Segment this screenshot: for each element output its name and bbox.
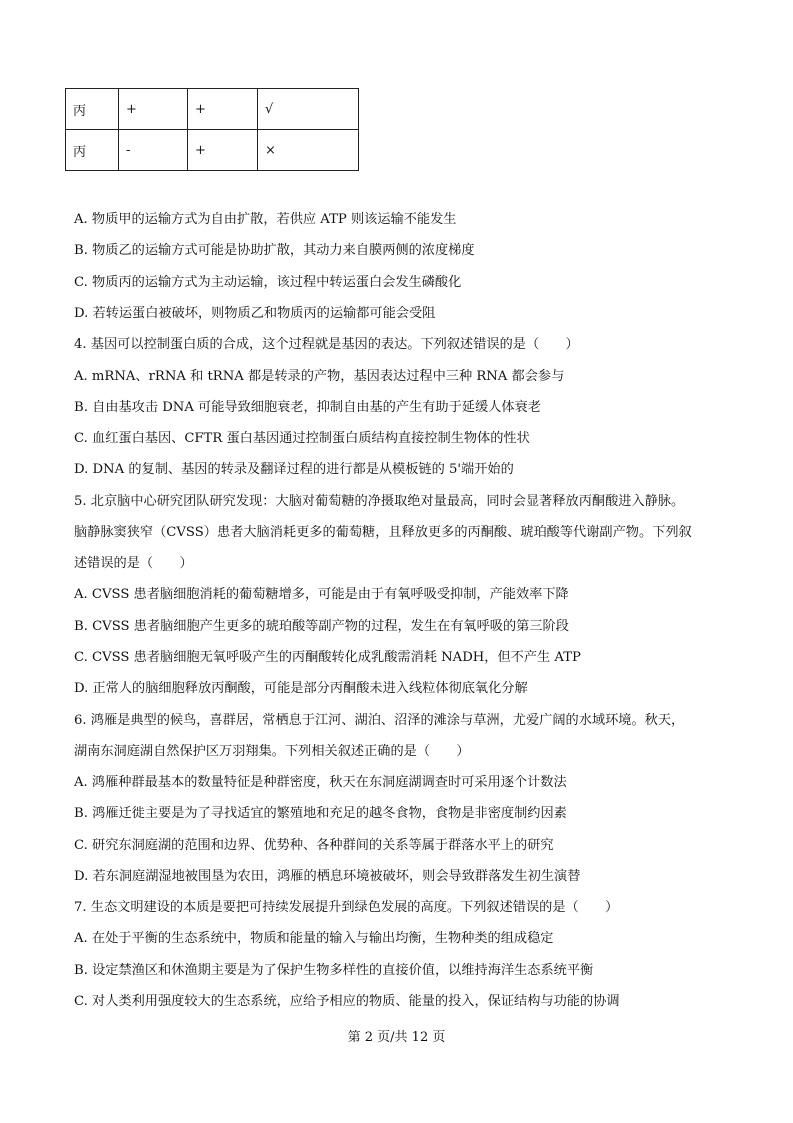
option-3c: C. 物质丙的运输方式为主动运输，该过程中转运蛋白会发生磷酸化 [74,275,462,290]
option-7c: C. 对人类利用强度较大的生态系统，应给予相应的物质、能量的投入，保证结构与功能的协调 [74,994,620,1009]
page-footer: 第 2 页/共 12 页 [347,1030,446,1045]
option-6a: A. 鸿雁种群最基本的数量特征是种群密度，秋天在东洞庭湖调查时可采用逐个计数法 [74,775,567,790]
question-7: 7. 生态文明建设的本质是要把可持续发展提升到绿色发展的高度。下列叙述错误的是（ ） [74,900,619,915]
table-row [66,130,359,171]
table-cell: 丙 [66,130,119,171]
option-5b: B. CVSS 患者脑细胞产生更多的琥珀酸等副产物的过程，发生在有氧呼吸的第三阶段 [74,619,569,634]
option-6c: C. 研究东洞庭湖的范围和边界、优势种、各种群间的关系等属于群落水平上的研究 [74,838,554,853]
option-4d: D. DNA 的复制、基因的转录及翻译过程的进行都是从模板链的 5'端开始的 [74,462,514,477]
table-row [66,89,359,130]
option-7b: B. 设定禁渔区和休渔期主要是为了保护生物多样性的直接价值，以维持海洋生态系统平衡 [74,963,594,978]
option-5a: A. CVSS 患者脑细胞消耗的葡萄糖增多，可能是由于有氧呼吸受抑制，产能效率下降 [74,587,569,602]
table-cell: + [188,89,258,130]
option-4c: C. 血红蛋白基因、CFTR 蛋白基因通过控制蛋白质结构直接控制生物体的性状 [74,431,530,446]
table-cell: 丙 [66,89,119,130]
option-6d: D. 若东洞庭湖湿地被围垦为农田，鸿雁的栖息环境被破坏，则会导致群落发生初生演替 [74,869,581,884]
question-4: 4. 基因可以控制蛋白质的合成，这个过程就是基因的表达。下列叙述错误的是（ ） [74,337,579,352]
table-cell: √ [258,89,359,130]
question-5-line-3: 述错误的是（ ） [74,556,193,571]
option-7a: A. 在处于平衡的生态系统中，物质和能量的输入与输出均衡，生物种类的组成稳定 [74,931,554,946]
option-3b: B. 物质乙的运输方式可能是协助扩散，其动力来自膜两侧的浓度梯度 [74,243,475,258]
table-cell: + [188,130,258,171]
option-6b: B. 鸿雁迁徙主要是为了寻找适宜的繁殖地和充足的越冬食物，食物是非密度制约因素 [74,806,567,821]
question-5-line-2: 脑静脉窦狭窄（CVSS）患者大脑消耗更多的葡萄糖，且释放更多的丙酮酸、琥珀酸等代谢副产物。下列叙 [74,525,692,540]
question-6-line-1: 6. 鸿雁是典型的候鸟，喜群居，常栖息于江河、湖泊、沼泽的滩涂与草洲，尤爱广阔的水域环境。秋天， [74,713,685,728]
option-4b: B. 自由基攻击 DNA 可能导致细胞衰老，抑制自由基的产生有助于延缓人体衰老 [74,400,541,415]
data-table [65,88,359,171]
option-5d: D. 正常人的脑细胞释放丙酮酸，可能是部分丙酮酸未进入线粒体彻底氧化分解 [74,681,528,696]
table-cell: - [119,130,188,171]
option-3a: A. 物质甲的运输方式为自由扩散，若供应 ATP 则该运输不能发生 [74,212,457,227]
option-5c: C. CVSS 患者脑细胞无氧呼吸产生的丙酮酸转化成乳酸需消耗 NADH，但不产生 ATP [74,650,581,665]
option-4a: A. mRNA、rRNA 和 tRNA 都是转录的产物，基因表达过程中三种 RNA 都会参与 [74,369,565,384]
option-3d: D. 若转运蛋白被破坏，则物质乙和物质丙的运输都可能会受阻 [74,306,436,321]
question-6-line-2: 湖南东洞庭湖自然保护区万羽翔集。下列相关叙述正确的是（ ） [74,744,470,759]
table-cell: + [119,89,188,130]
table-cell: × [258,130,359,171]
question-5-line-1: 5. 北京脑中心研究团队研究发现：大脑对葡萄糖的净摄取绝对量最高，同时会显著释放丙酮酸进入静脉。 [74,494,685,509]
